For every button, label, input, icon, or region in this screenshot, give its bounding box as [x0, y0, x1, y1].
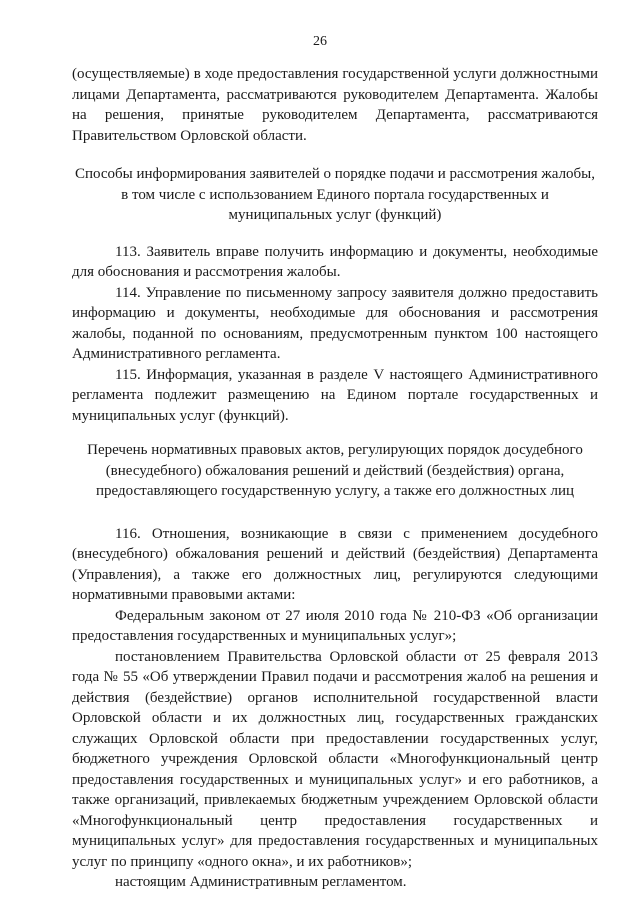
paragraph-115: 115. Информация, указанная в разделе V настоящего Административного регламента подлежит размещению на Едином портале государственных и муниципальных услуг (функций).	[72, 366, 598, 424]
paragraph-113: 113. Заявитель вправе получить информацию и документы, необходимые для обоснования и рассмотрения жалобы.	[72, 243, 598, 280]
paragraph-116: 116. Отношения, возникающие в связи с применением досудебного (внесудебного) обжалования решений и действий (бездействия) Департамента (Управления), а также его должностных лиц, регулируются следующими нормативными правовыми актами:	[72, 525, 598, 603]
section-heading-informing: Способы информирования заявителей о порядке подачи и рассмотрения жалобы, в том числе с использованием Единого портала государственных и муниципальных услуг (функций)	[74, 166, 596, 223]
paragraph-114: 114. Управление по письменному запросу заявителя должно предоставить информацию и документы, необходимые для обоснования и рассмотрения жалобы, поданной по основаниям, предусмотренным пунктом 100 настоящего Административного регламента.	[72, 284, 598, 362]
legal-act-regulation: настоящим Административным регламентом.	[115, 874, 407, 890]
page-content	[72, 64, 598, 893]
intro-paragraph: (осуществляемые) в ходе предоставления государственной услуги должностными лицами Департамента, рассматриваются руководителем Департамента. Жалобы на решения, принятые руководителем Департамента, рассматриваются Правительством Орловской области.	[72, 66, 598, 144]
page-number: 26	[313, 34, 327, 49]
legal-act-federal-law: Федеральным законом от 27 июля 2010 года № 210-ФЗ «Об организации предоставления государственных и муниципальных услуг»;	[72, 607, 598, 644]
legal-act-resolution: постановлением Правительства Орловской области от 25 февраля 2013 года № 55 «Об утверждении Правил подачи и рассмотрения жалоб на решения и действия (бездействие) органов исполнительной государственной власти Орловской области и их должностных лиц, государственных гражданских служащих Орловской области при предоставлении государственных услуг, бюджетного учреждения Орловской области «Многофункциональный центр предоставления государственных и муниципальных услуг» и его работников, а также организаций, привлекаемых бюджетным учреждением Орловской области «Многофункциональный центр предоставления государственных и муниципальных услуг» для предоставления государственных и муниципальных услуг по принципу «одного окна», и их работников»;	[72, 648, 598, 870]
section-heading-legal-acts: Перечень нормативных правовых актов, регулирующих порядок досудебного (внесудебного) обжалования решений и действий (бездействия) органа, предоставляющего государственную услугу, а также его должностных лиц	[87, 442, 583, 499]
